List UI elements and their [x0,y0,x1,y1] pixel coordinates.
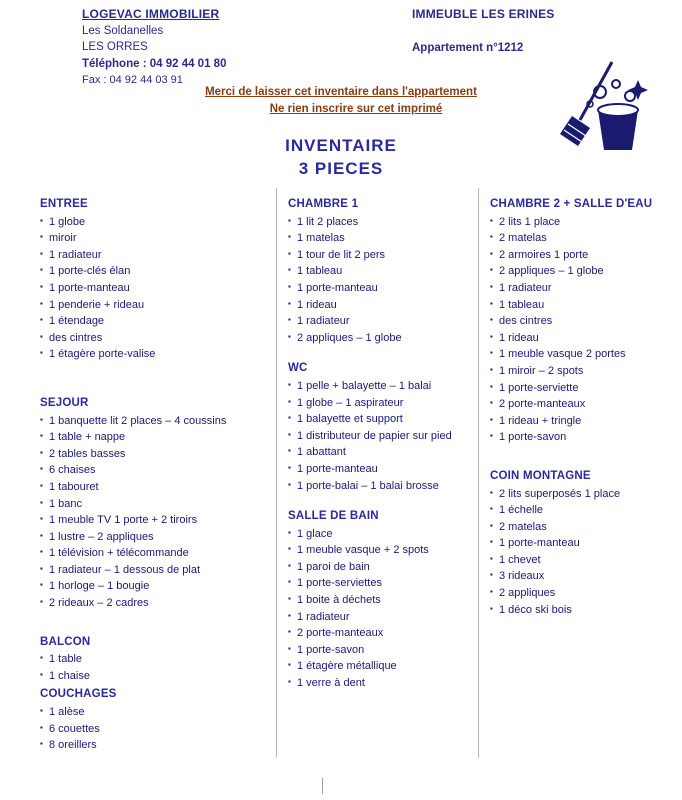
list-item: ▪ 1 banc [40,496,290,513]
list-item: ▪ 1 distributeur de papier sur pied [288,428,488,445]
list-item: ▪ 1 porte-manteau [490,535,680,552]
list-item: ▪ 1 rideau [490,330,680,347]
list-item: ▪ 1 porte-manteau [40,280,290,297]
section-title-chambre-2: CHAMBRE 2 + SALLE D'EAU [490,198,653,210]
cleaning-supplies-icon [520,58,650,158]
agency-phone: Téléphone : 04 92 44 01 80 [82,57,227,70]
section-items-balcon [40,651,290,684]
list-item: ▪ 1 porte-savon [288,642,488,659]
list-item: ▪ 1 tour de lit 2 pers [288,247,488,264]
list-item: ▪ 1 télévision + télécommande [40,545,290,562]
list-item: ▪ 1 radiateur [288,609,488,626]
list-item: ▪ 1 rideau + tringle [490,413,680,430]
section-title-coin-montagne: COIN MONTAGNE [490,469,591,482]
list-item: ▪ 1 rideau [288,297,488,314]
list-item: ▪ 1 meuble vasque 2 portes [490,346,680,363]
list-item: ▪ 1 porte-manteau [288,461,488,478]
list-item: ▪ 1 table + nappe [40,429,290,446]
list-item: ▪ 1 porte-balai – 1 balai brosse [288,478,488,495]
list-item: ▪ 1 penderie + rideau [40,297,290,314]
list-item: ▪ 1 étagère métallique [288,658,488,675]
list-item: ▪ 1 miroir – 2 spots [490,363,680,380]
section-title-entree: ENTREE [40,198,88,210]
list-item: ▪ 8 oreillers [40,737,290,754]
list-item: ▪ 6 chaises [40,462,290,479]
list-item: ▪ 2 appliques – 1 globe [288,330,488,347]
list-item: ▪ 1 porte-serviettes [288,575,488,592]
apartment-number: Appartement n°1212 [412,42,524,54]
inventory-column-2 [288,196,488,692]
list-item: ▪ 1 lustre – 2 appliques [40,529,290,546]
list-item: ▪ 1 globe – 1 aspirateur [288,395,488,412]
list-item: ▪ 2 porte-manteaux [288,625,488,642]
footer-mark [322,778,323,794]
list-item: ▪ 1 tableau [288,263,488,280]
list-item: ▪ 1 verre à dent [288,675,488,692]
list-item: ▪ 2 porte-manteaux [490,396,680,413]
agency-fax: Fax : 04 92 44 03 91 [82,74,183,86]
list-item: ▪ 1 radiateur [40,247,290,264]
list-item: ▪ 1 radiateur [490,280,680,297]
list-item: ▪ 1 étendage [40,313,290,330]
building-name: IMMEUBLE LES ERINES [412,7,555,21]
list-item: ▪ 1 lit 2 places [288,214,488,231]
list-item: ▪ des cintres [40,330,290,347]
notice-line-2: Ne rien inscrire sur cet imprimé [269,103,443,115]
list-item: ▪ 1 étagère porte-valise [40,346,290,363]
section-items-chambre-2 [490,214,680,446]
section-title-chambre-1: CHAMBRE 1 [288,198,359,210]
list-item: ▪ 6 couettes [40,721,290,738]
list-item: ▪ 1 déco ski bois [490,602,680,619]
section-items-entree [40,214,290,363]
notice-line-1: Merci de laisser cet inventaire dans l'appartement [205,86,477,98]
list-item: ▪ 2 matelas [490,519,680,536]
agency-block [82,6,226,89]
section-items-couchages [40,704,290,754]
section-title-wc: WC [288,362,308,375]
agency-address-line2: LES ORRES [82,41,148,53]
list-item: ▪ 1 chaise [40,668,290,685]
list-item: ▪ 1 tableau [490,297,680,314]
list-item: ▪ 1 porte-savon [490,429,680,446]
title-line-2: 3 PIECES [298,159,384,178]
list-item: ▪ 2 tables basses [40,446,290,463]
list-item: ▪ 2 lits superposés 1 place [490,486,680,503]
inventory-columns [0,196,682,796]
section-items-salle-de-bain [288,526,488,692]
list-item: ▪ 1 chevet [490,552,680,569]
list-item: ▪ 3 rideaux [490,568,680,585]
list-item: ▪ 1 abattant [288,444,488,461]
list-item: ▪ 1 porte-manteau [288,280,488,297]
list-item: ▪ 1 échelle [490,502,680,519]
section-title-sejour: SEJOUR [40,396,89,409]
section-items-sejour [40,413,290,612]
list-item: ▪ 2 rideaux – 2 cadres [40,595,290,612]
list-item: ▪ 1 horloge – 1 bougie [40,578,290,595]
inventory-column-1 [40,196,290,754]
list-item: ▪ des cintres [490,313,680,330]
list-item: ▪ 1 table [40,651,290,668]
list-item: ▪ 1 meuble vasque + 2 spots [288,542,488,559]
list-item: ▪ 1 pelle + balayette – 1 balai [288,378,488,395]
list-item: ▪ 1 porte-serviette [490,380,680,397]
section-title-balcon: BALCON [40,635,91,648]
inventory-column-3 [490,196,680,618]
property-block [412,4,554,58]
list-item: ▪ 1 balayette et support [288,411,488,428]
list-item: ▪ 1 boite à déchets [288,592,488,609]
list-item: ▪ 1 alèse [40,704,290,721]
list-item: ▪ 2 matelas [490,230,680,247]
section-items-wc [288,378,488,494]
list-item: ▪ 2 appliques [490,585,680,602]
title-line-1: INVENTAIRE [285,136,397,155]
list-item: ▪ 1 banquette lit 2 places – 4 coussins [40,413,290,430]
section-items-coin-montagne [490,486,680,619]
list-item: ▪ 1 radiateur – 1 dessous de plat [40,562,290,579]
list-item: ▪ 2 lits 1 place [490,214,680,231]
list-item: ▪ 2 armoires 1 porte [490,247,680,264]
list-item: ▪ 2 appliques – 1 globe [490,263,680,280]
document-header [0,0,682,132]
list-item: ▪ miroir [40,230,290,247]
section-title-couchages: COUCHAGES [40,688,117,701]
list-item: ▪ 1 glace [288,526,488,543]
list-item: ▪ 1 globe [40,214,290,231]
list-item: ▪ 1 radiateur [288,313,488,330]
list-item: ▪ 1 paroi de bain [288,559,488,576]
section-items-chambre-1 [288,214,488,347]
agency-name: LOGEVAC IMMOBILIER [82,7,220,21]
list-item: ▪ 1 tabouret [40,479,290,496]
agency-address-line1: Les Soldanelles [82,24,164,37]
list-item: ▪ 1 meuble TV 1 porte + 2 tiroirs [40,512,290,529]
section-title-salle-de-bain: SALLE DE BAIN [288,510,379,523]
list-item: ▪ 1 porte-clés élan [40,263,290,280]
list-item: ▪ 1 matelas [288,230,488,247]
